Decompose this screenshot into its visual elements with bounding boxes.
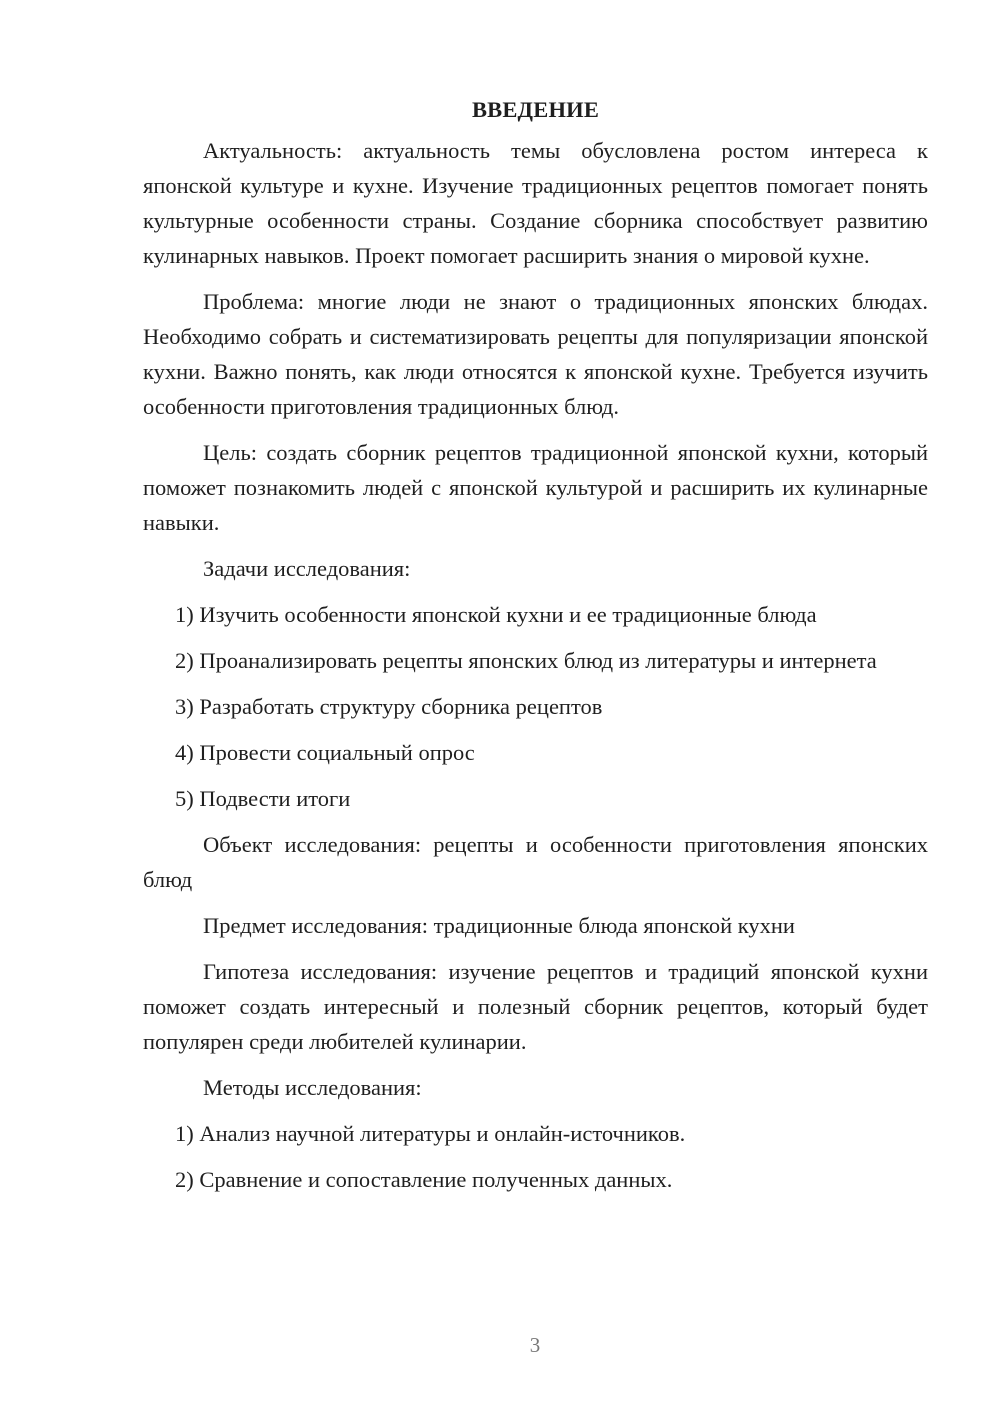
problem-paragraph: Проблема: многие люди не знают о традиционных японских блюдах. Необходимо собрать и систематизировать рецепты для популяризации японской кухни. Важно понять, как люди относятся к японской кухне. Требуется изучить особенности приготовления традиционных блюд.: [143, 289, 928, 419]
task-item: 1) Изучить особенности японской кухни и ее традиционные блюда: [175, 602, 817, 627]
page-title: ВВЕДЕНИЕ: [471, 97, 600, 122]
task-item: 2) Проанализировать рецепты японских блюд из литературы и интернета: [175, 648, 877, 673]
task-item: 3) Разработать структуру сборника рецептов: [175, 694, 603, 719]
methods-heading: Методы исследования:: [203, 1075, 422, 1100]
page-content: [143, 92, 928, 1208]
method-item: 1) Анализ научной литературы и онлайн-источников.: [175, 1121, 686, 1146]
tasks-heading: Задачи исследования:: [203, 556, 411, 581]
method-item: 2) Сравнение и сопоставление полученных данных.: [175, 1167, 673, 1192]
hypothesis-paragraph: Гипотеза исследования: изучение рецептов и традиций японской кухни поможет создать интересный и полезный сборник рецептов, который будет популярен среди любителей кулинарии.: [143, 959, 928, 1054]
task-item: 4) Провести социальный опрос: [175, 740, 475, 765]
goal-paragraph: Цель: создать сборник рецептов традиционной японской кухни, который поможет познакомить людей с японской культурой и расширить их кулинарные навыки.: [143, 440, 928, 535]
page-number: 3: [529, 1333, 541, 1357]
relevance-paragraph: Актуальность: актуальность темы обусловлена ростом интереса к японской культуре и кухне. Изучение традиционных рецептов помогает понять культурные особенности страны. Создание сборника способствует развитию кулинарных навыков. Проект помогает расширить знания о мировой кухне.: [143, 138, 928, 268]
subject-paragraph: Предмет исследования: традиционные блюда японской кухни: [203, 913, 795, 938]
object-paragraph: Объект исследования: рецепты и особенности приготовления японских блюд: [143, 832, 928, 892]
task-item: 5) Подвести итоги: [175, 786, 351, 811]
